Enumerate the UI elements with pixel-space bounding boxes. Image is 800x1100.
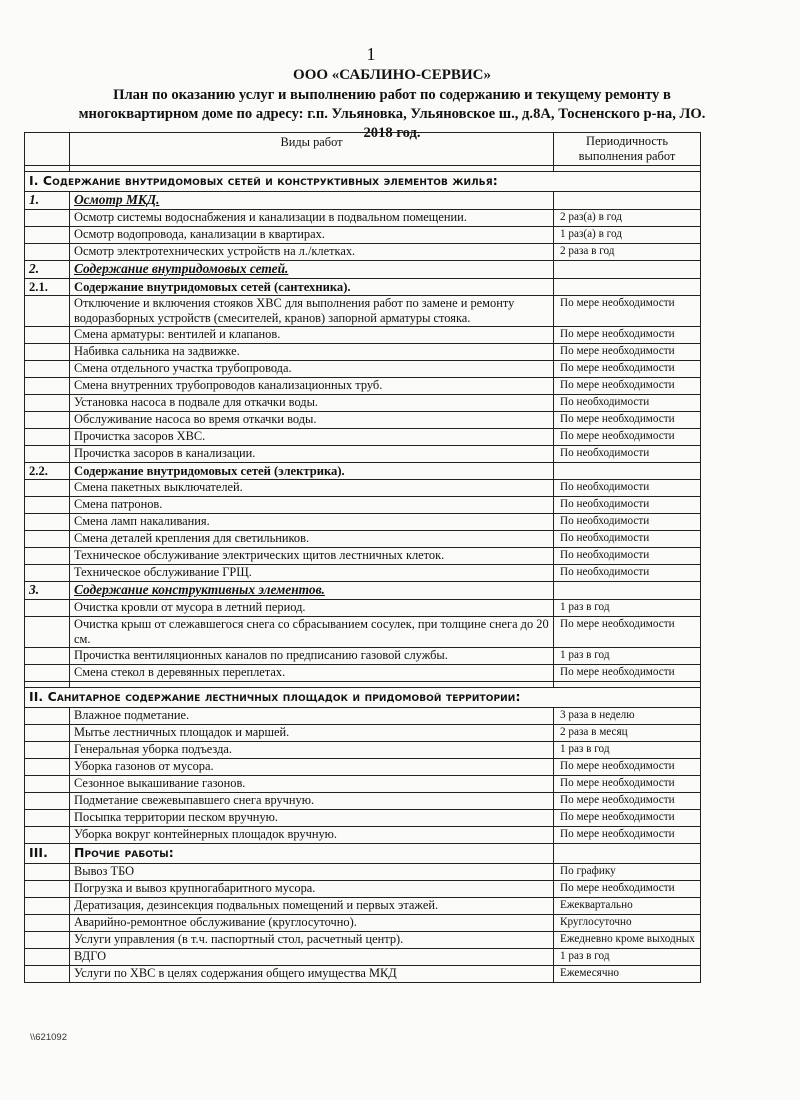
row-number-empty xyxy=(25,708,70,725)
subsection-title: Содержание конструктивных элементов. xyxy=(70,582,554,600)
work-type-cell: Техническое обслуживание ГРЩ. xyxy=(70,565,554,582)
subsection-title: Осмотр МКД. xyxy=(70,192,554,210)
row-number-empty xyxy=(25,617,70,648)
periodicity-cell: По мере необходимости xyxy=(554,378,701,395)
work-type-cell: Осмотр электротехнических устройств на л./клетках. xyxy=(70,244,554,261)
table-row xyxy=(25,429,701,446)
work-type-cell: Очистка кровли от мусора в летний период. xyxy=(70,600,554,617)
table-row xyxy=(25,514,701,531)
periodicity-cell: По мере необходимости xyxy=(554,412,701,429)
section-row xyxy=(25,688,701,708)
work-type-cell: Генеральная уборка подъезда. xyxy=(70,742,554,759)
subsection-number: 2.1. xyxy=(25,279,70,296)
work-type-cell: Обслуживание насоса во время откачки воды. xyxy=(70,412,554,429)
header-periodicity xyxy=(554,133,701,166)
work-type-cell: Очистка крыш от слежавшегося снега со сбрасыванием сосулек, при толщине снега до 20 см. xyxy=(70,617,554,648)
row-number-empty xyxy=(25,344,70,361)
work-type-cell: Мытье лестничных площадок и маршей. xyxy=(70,725,554,742)
work-type-cell: Погрузка и вывоз крупногабаритного мусора. xyxy=(70,881,554,898)
work-type-cell: Установка насоса в подвале для откачки воды. xyxy=(70,395,554,412)
subsection-period-empty xyxy=(554,261,701,279)
row-number-empty xyxy=(25,244,70,261)
periodicity-cell: 1 раз в год xyxy=(554,742,701,759)
table-row xyxy=(25,600,701,617)
row-number-empty xyxy=(25,480,70,497)
plan-year: 2018 год. xyxy=(363,125,421,141)
periodicity-cell: По необходимости xyxy=(554,395,701,412)
work-type-cell: Смена отдельного участка трубопровода. xyxy=(70,361,554,378)
work-type-cell: Подметание свежевыпавшего снега вручную. xyxy=(70,793,554,810)
table-row xyxy=(25,827,701,844)
table-row xyxy=(25,565,701,582)
periodicity-cell: По мере необходимости xyxy=(554,361,701,378)
periodicity-cell: По мере необходимости xyxy=(554,296,701,327)
row-number-empty xyxy=(25,810,70,827)
periodicity-cell: Ежеквартально xyxy=(554,898,701,915)
table-row xyxy=(25,327,701,344)
periodicity-cell: 3 раза в неделю xyxy=(554,708,701,725)
table-row xyxy=(25,810,701,827)
periodicity-cell: По мере необходимости xyxy=(554,429,701,446)
plan-title-line-2: многоквартирном доме по адресу: г.п. Ульяновка, Ульяновское ш., д.8А, Тосненского р-на, ЛО. xyxy=(78,106,706,122)
work-type-cell: Прочистка засоров в канализации. xyxy=(70,446,554,463)
section-period-empty xyxy=(554,844,701,864)
row-number-empty xyxy=(25,915,70,932)
periodicity-cell: По мере необходимости xyxy=(554,776,701,793)
subsection-period-empty xyxy=(554,279,701,296)
periodicity-cell: По мере необходимости xyxy=(554,344,701,361)
periodicity-cell: По необходимости xyxy=(554,565,701,582)
subsection-number: 2. xyxy=(25,261,70,279)
table-row xyxy=(25,759,701,776)
header-num-cell xyxy=(25,133,70,166)
work-type-cell: Аварийно-ремонтное обслуживание (круглосуточно). xyxy=(70,915,554,932)
row-number-empty xyxy=(25,827,70,844)
row-number-empty xyxy=(25,395,70,412)
work-type-cell: Осмотр системы водоснабжения и канализации в подвальном помещении. xyxy=(70,210,554,227)
table-row xyxy=(25,361,701,378)
table-row xyxy=(25,742,701,759)
periodicity-cell: По мере необходимости xyxy=(554,759,701,776)
periodicity-cell: 2 раза в месяц xyxy=(554,725,701,742)
work-type-cell: Дератизация, дезинсекция подвальных помещений и первых этажей. xyxy=(70,898,554,915)
table-row xyxy=(25,617,701,648)
row-number-empty xyxy=(25,227,70,244)
table-row xyxy=(25,776,701,793)
table-row xyxy=(25,665,701,682)
work-type-cell: Техническое обслуживание электрических щитов лестничных клеток. xyxy=(70,548,554,565)
periodicity-cell: По мере необходимости xyxy=(554,881,701,898)
row-number-empty xyxy=(25,759,70,776)
subsection-number: 1. xyxy=(25,192,70,210)
periodicity-cell: По графику xyxy=(554,864,701,881)
table-row xyxy=(25,412,701,429)
subsection-number: 3. xyxy=(25,582,70,600)
periodicity-cell: По мере необходимости xyxy=(554,827,701,844)
row-number-empty xyxy=(25,648,70,665)
section-title: II. Санитарное содержание лестничных площадок и придомовой территории: xyxy=(25,688,701,708)
table-row xyxy=(25,708,701,725)
table-row xyxy=(25,949,701,966)
periodicity-cell: По необходимости xyxy=(554,531,701,548)
row-number-empty xyxy=(25,932,70,949)
work-type-cell: Влажное подметание. xyxy=(70,708,554,725)
row-number-empty xyxy=(25,864,70,881)
periodicity-cell: По мере необходимости xyxy=(554,810,701,827)
work-type-cell: Смена внутренних трубопроводов канализационных труб. xyxy=(70,378,554,395)
row-number-empty xyxy=(25,776,70,793)
row-number-empty xyxy=(25,514,70,531)
plan-title-line-1: План по оказанию услуг и выполнению работ по содержанию и текущему ремонту в xyxy=(113,87,671,103)
row-number-empty xyxy=(25,429,70,446)
section-title: I. Содержание внутридомовых сетей и конструктивных элементов жилья: xyxy=(25,172,701,192)
subsection-period-empty xyxy=(554,582,701,600)
periodicity-cell: 1 раз(а) в год xyxy=(554,227,701,244)
work-type-cell: Смена арматуры: вентилей и клапанов. xyxy=(70,327,554,344)
table-row xyxy=(25,725,701,742)
work-type-cell: Прочистка засоров ХВС. xyxy=(70,429,554,446)
periodicity-cell: По необходимости xyxy=(554,497,701,514)
table-row xyxy=(25,793,701,810)
periodicity-cell: По необходимости xyxy=(554,514,701,531)
table-row xyxy=(25,898,701,915)
section-row xyxy=(25,172,701,192)
work-type-cell: ВДГО xyxy=(70,949,554,966)
periodicity-cell: 1 раз в год xyxy=(554,648,701,665)
row-number-empty xyxy=(25,412,70,429)
periodicity-cell: 1 раз в год xyxy=(554,600,701,617)
periodicity-cell: Круглосуточно xyxy=(554,915,701,932)
works-plan-table xyxy=(24,132,701,983)
work-type-cell: Отключение и включения стояков ХВС для выполнения работ по замене и ремонту водоразборных устройств (смесителей, кранов) запорной арматуры стояка. xyxy=(70,296,554,327)
periodicity-cell: По необходимости xyxy=(554,548,701,565)
table-row xyxy=(25,531,701,548)
table-row xyxy=(25,648,701,665)
periodicity-cell: 1 раз в год xyxy=(554,949,701,966)
subsection-row xyxy=(25,261,701,279)
work-type-cell: Вывоз ТБО xyxy=(70,864,554,881)
work-type-cell: Сезонное выкашивание газонов. xyxy=(70,776,554,793)
row-number-empty xyxy=(25,665,70,682)
periodicity-cell: По необходимости xyxy=(554,480,701,497)
table-row xyxy=(25,915,701,932)
page-number: 1 xyxy=(366,44,376,64)
periodicity-cell: Ежедневно кроме выходных xyxy=(554,932,701,949)
table-header-row xyxy=(25,133,701,166)
work-type-cell: Посыпка территории песком вручную. xyxy=(70,810,554,827)
subsection-row xyxy=(25,192,701,210)
work-type-cell: Смена деталей крепления для светильников. xyxy=(70,531,554,548)
subsection-title: Содержание внутридомовых сетей (сантехника). xyxy=(70,279,554,296)
row-number-empty xyxy=(25,793,70,810)
table-row xyxy=(25,497,701,514)
subsection-title: Содержание внутридомовых сетей. xyxy=(70,261,554,279)
row-number-empty xyxy=(25,949,70,966)
header-periodicity-line-1: Периодичность xyxy=(586,134,668,148)
row-number-empty xyxy=(25,565,70,582)
row-number-empty xyxy=(25,548,70,565)
section-row xyxy=(25,844,701,864)
row-number-empty xyxy=(25,531,70,548)
periodicity-cell: По мере необходимости xyxy=(554,327,701,344)
row-number-empty xyxy=(25,725,70,742)
row-number-empty xyxy=(25,296,70,327)
subsection-period-empty xyxy=(554,192,701,210)
table-row xyxy=(25,395,701,412)
subsection-number: 2.2. xyxy=(25,463,70,480)
row-number-empty xyxy=(25,881,70,898)
section-title: Прочие работы: xyxy=(70,844,554,864)
row-number-empty xyxy=(25,378,70,395)
row-number-empty xyxy=(25,742,70,759)
row-number-empty xyxy=(25,898,70,915)
subsection-row xyxy=(25,463,701,480)
table-row xyxy=(25,344,701,361)
table-row xyxy=(25,881,701,898)
subsection-title: Содержание внутридомовых сетей (электрика). xyxy=(70,463,554,480)
subsection-period-empty xyxy=(554,463,701,480)
periodicity-cell: По мере необходимости xyxy=(554,665,701,682)
row-number-empty xyxy=(25,966,70,983)
subsection-row xyxy=(25,582,701,600)
header-periodicity-line-2: выполнения работ xyxy=(578,149,676,163)
row-number-empty xyxy=(25,600,70,617)
table-row xyxy=(25,210,701,227)
table-row xyxy=(25,244,701,261)
work-type-cell: Набивка сальника на задвижке. xyxy=(70,344,554,361)
row-number-empty xyxy=(25,361,70,378)
table-row xyxy=(25,864,701,881)
work-type-cell: Уборка газонов от мусора. xyxy=(70,759,554,776)
periodicity-cell: 2 раз(а) в год xyxy=(554,210,701,227)
periodicity-cell: По необходимости xyxy=(554,446,701,463)
row-number-empty xyxy=(25,446,70,463)
work-type-cell: Смена патронов. xyxy=(70,497,554,514)
table-row xyxy=(25,446,701,463)
section-number: III. xyxy=(25,844,70,864)
row-number-empty xyxy=(25,497,70,514)
table-row xyxy=(25,548,701,565)
work-type-cell: Смена пакетных выключателей. xyxy=(70,480,554,497)
work-type-cell: Уборка вокруг контейнерных площадок вручную. xyxy=(70,827,554,844)
work-type-cell: Услуги по ХВС в целях содержания общего имущества МКД xyxy=(70,966,554,983)
periodicity-cell: 2 раза в год xyxy=(554,244,701,261)
header-work-types: Виды работ xyxy=(70,133,554,166)
work-type-cell: Смена стекол в деревянных переплетах. xyxy=(70,665,554,682)
table-row xyxy=(25,296,701,327)
periodicity-cell: По мере необходимости xyxy=(554,793,701,810)
row-number-empty xyxy=(25,327,70,344)
document-code: \\621092 xyxy=(30,1032,67,1043)
work-type-cell: Смена ламп накаливания. xyxy=(70,514,554,531)
work-type-cell: Осмотр водопровода, канализации в квартирах. xyxy=(70,227,554,244)
table-row xyxy=(25,378,701,395)
subsection-row xyxy=(25,279,701,296)
table-row xyxy=(25,480,701,497)
table-row xyxy=(25,932,701,949)
table-row xyxy=(25,227,701,244)
work-type-cell: Услуги управления (в т.ч. паспортный стол, расчетный центр). xyxy=(70,932,554,949)
periodicity-cell: Ежемесячно xyxy=(554,966,701,983)
work-type-cell: Прочистка вентиляционных каналов по предписанию газовой службы. xyxy=(70,648,554,665)
table-row xyxy=(25,966,701,983)
periodicity-cell: По мере необходимости xyxy=(554,617,701,648)
company-name: ООО «САБЛИНО-СЕРВИС» xyxy=(293,67,491,83)
row-number-empty xyxy=(25,210,70,227)
